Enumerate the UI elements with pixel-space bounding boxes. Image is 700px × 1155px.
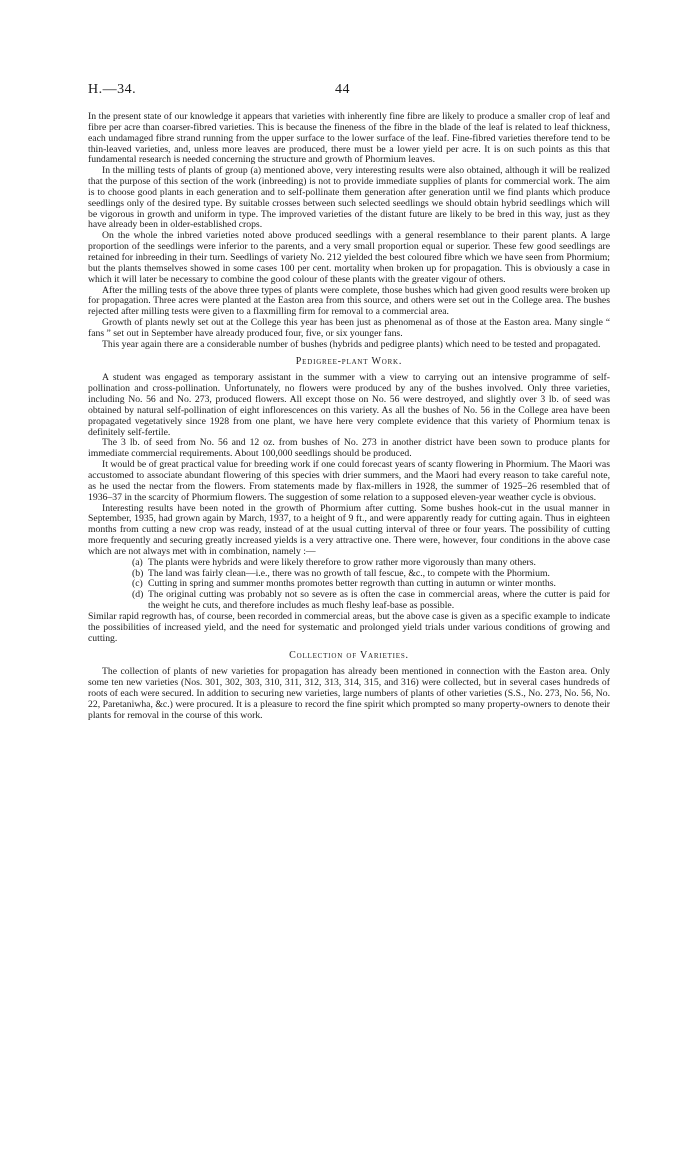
page-header — [88, 82, 612, 102]
list-item-marker: (a) — [132, 556, 143, 568]
list-item — [132, 590, 610, 612]
list-item-marker: (b) — [132, 567, 144, 579]
paragraph: In the milling tests of plants of group (a) mentioned above, very interesting results were also obtained, although it will be realized that the purpose of this section of the work (inbreeding) is not to provide immediate supplies of plants for commercial work. The aim is to choose good plants in each generation and to self-pollinate them generation after generation until we find plants which produce seedlings only of the desired type. By suitable crosses between such selected seedlings we should obtain hybrid seedlings which will be vigorous in growth and uniform in type. The improved varieties of the distant future are likely to be bred in this way, just as they have already been in older-established crops. — [88, 165, 610, 231]
page-number: 44 — [335, 82, 350, 97]
paragraph: A student was engaged as temporary assistant in the summer with a view to carrying out an intensive programme of self-pollination and cross-pollination. Unfortunately, no flowers were produced by any of the bushes involved. Only three varieties, including No. 56 and No. 273, produced flowers. All except those on No. 56 were destroyed, and slightly over 3 lb. of seed was obtained by natural self-pollination of eight inflorescences on this variety. As all the bushes of No. 56 in the College area have been propagated vegetatively since 1928 from one plant, we have here very complete evidence that this variety of Phormium tenax is definitely self-fertile. — [88, 372, 610, 438]
list-item-text: The original cutting was probably not so severe as is often the case in commercial areas, where the cutter is paid for the weight he cuts, and therefore includes as much fleshy leaf-base as possible. — [148, 589, 610, 612]
paragraph: Growth of plants newly set out at the College this year has been just as phenomenal as of those at the Easton area. Many single “ fans ” set out in September have already produced four, five, or six younger fans. — [88, 317, 610, 339]
section-heading-pedigree: Pedigree-plant Work. — [295, 355, 403, 367]
list-item — [132, 558, 610, 569]
list-item-marker: (d) — [132, 589, 144, 601]
list-item-text: The land was fairly clean—i.e., there was no growth of tall fescue, &c., to compete with the Phormium. — [148, 567, 550, 579]
paragraph: The collection of plants of new varieties for propagation has already been mentioned in connection with the Easton area. Only some ten new varieties (Nos. 301, 302, 303, 310, 311, 312, 313, 314, 315, and 316) were collected, but in several cases hundreds of roots of each were secured. In addition to securing new varieties, large numbers of plants of other varieties (S.S., No. 273, No. 56, No. 22, Paretaniwha, &c.) were procured. It is a pleasure to record the fine spirit which prompted so many property-owners to denote their plants for removal in the course of this work. — [88, 666, 610, 721]
paragraph: The 3 lb. of seed from No. 56 and 12 oz. from bushes of No. 273 in another district have been sown to produce plants for immediate commercial requirements. About 100,000 seedlings should be produced. — [88, 437, 610, 460]
paragraph: Interesting results have been noted in the growth of Phormium after cutting. Some bushes hook-cut in the usual manner in September, 1935, had grown again by March, 1937, to a height of 9 ft., and were apparently ready for cutting again. Thus in eighteen months from cutting a new crop was ready, instead of at the usual cutting interval of three or four years. The possibility of cutting more frequently and securing greatly increased yields is a very attractive one. There were, however, four conditions in the above case which are not always met with in combination, namely :— — [88, 502, 610, 557]
list-item-text: Cutting in spring and summer months promotes better regrowth than cutting in autumn or winter months. — [148, 578, 556, 590]
paragraph: Similar rapid regrowth has, of course, been recorded in commercial areas, but the above case is given as a specific example to indicate the possibilities of increased yield, and the need for systematic and prolonged yield trials under various conditions of growing and cutting. — [88, 610, 610, 644]
paragraph: It would be of great practical value for breeding work if one could forecast years of scanty flowering in Phormium. The Maori was accustomed to associate abundant flowering of this species with drier summers, and the Maori had every reason to take careful note, as he used the nectar from the flowers. From statements made by flax-millers in 1928, the summer of 1925–26 resembled that of 1936–37 in the scarcity of Phormium flowers. The suggestion of some relation to a supposed eleven-year weather cycle is obvious. — [88, 459, 610, 503]
list-item-marker: (c) — [132, 578, 143, 590]
paragraph: In the present state of our knowledge it appears that varieties with inherently fine fibre are likely to produce a smaller crop of leaf and fibre per acre than coarser-fibred varieties. This is because the fineness of the fibre in the blade of the leaf is related to leaf thickness, each undamaged fibre strand running from the upper surface to the lower surface of the leaf. Fine-fibred varieties therefore tend to be thin-leaved varieties, and, unless more leaves are produced, there must be a lower yield per acre. It is on such points as this that fundamental research is needed concerning the structure and growth of Phormium leaves. — [88, 111, 610, 166]
page-body — [88, 112, 610, 722]
list-item-text: The plants were hybrids and were likely therefore to grow rather more vigorously than many others. — [148, 556, 536, 568]
conditions-list — [88, 558, 610, 612]
paragraph: On the whole the inbred varieties noted above produced seedlings with a general resemblance to their parent plants. A large proportion of the seedlings were inferior to the parents, and a very small proportion equal or superior. These few good seedlings are retained for inbreeding in their turn. Seedlings of variety No. 212 yielded the best coloured fibre which we have seen from Phormium; but the plants themselves showed in some cases 100 per cent. mortality when broken up for propagation. This is obviously a case in which it will later be necessary to combine the good colour of these plants with the greater vigour of others. — [88, 230, 610, 285]
section-heading-collection: Collection of Varieties. — [289, 649, 409, 661]
paragraph: This year again there are a considerable number of bushes (hybrids and pedigree plants) which need to be tested and propagated. — [102, 338, 601, 350]
paragraph: After the milling tests of the above three types of plants were complete, those bushes which had given good results were broken up for propagation. Three acres were planted at the Easton area from this source, and others were set out in the College area. The bushes rejected after milling tests were given to a flaxmilling firm for removal to a commercial area. — [88, 284, 610, 318]
document-reference: H.—34. — [88, 82, 137, 97]
